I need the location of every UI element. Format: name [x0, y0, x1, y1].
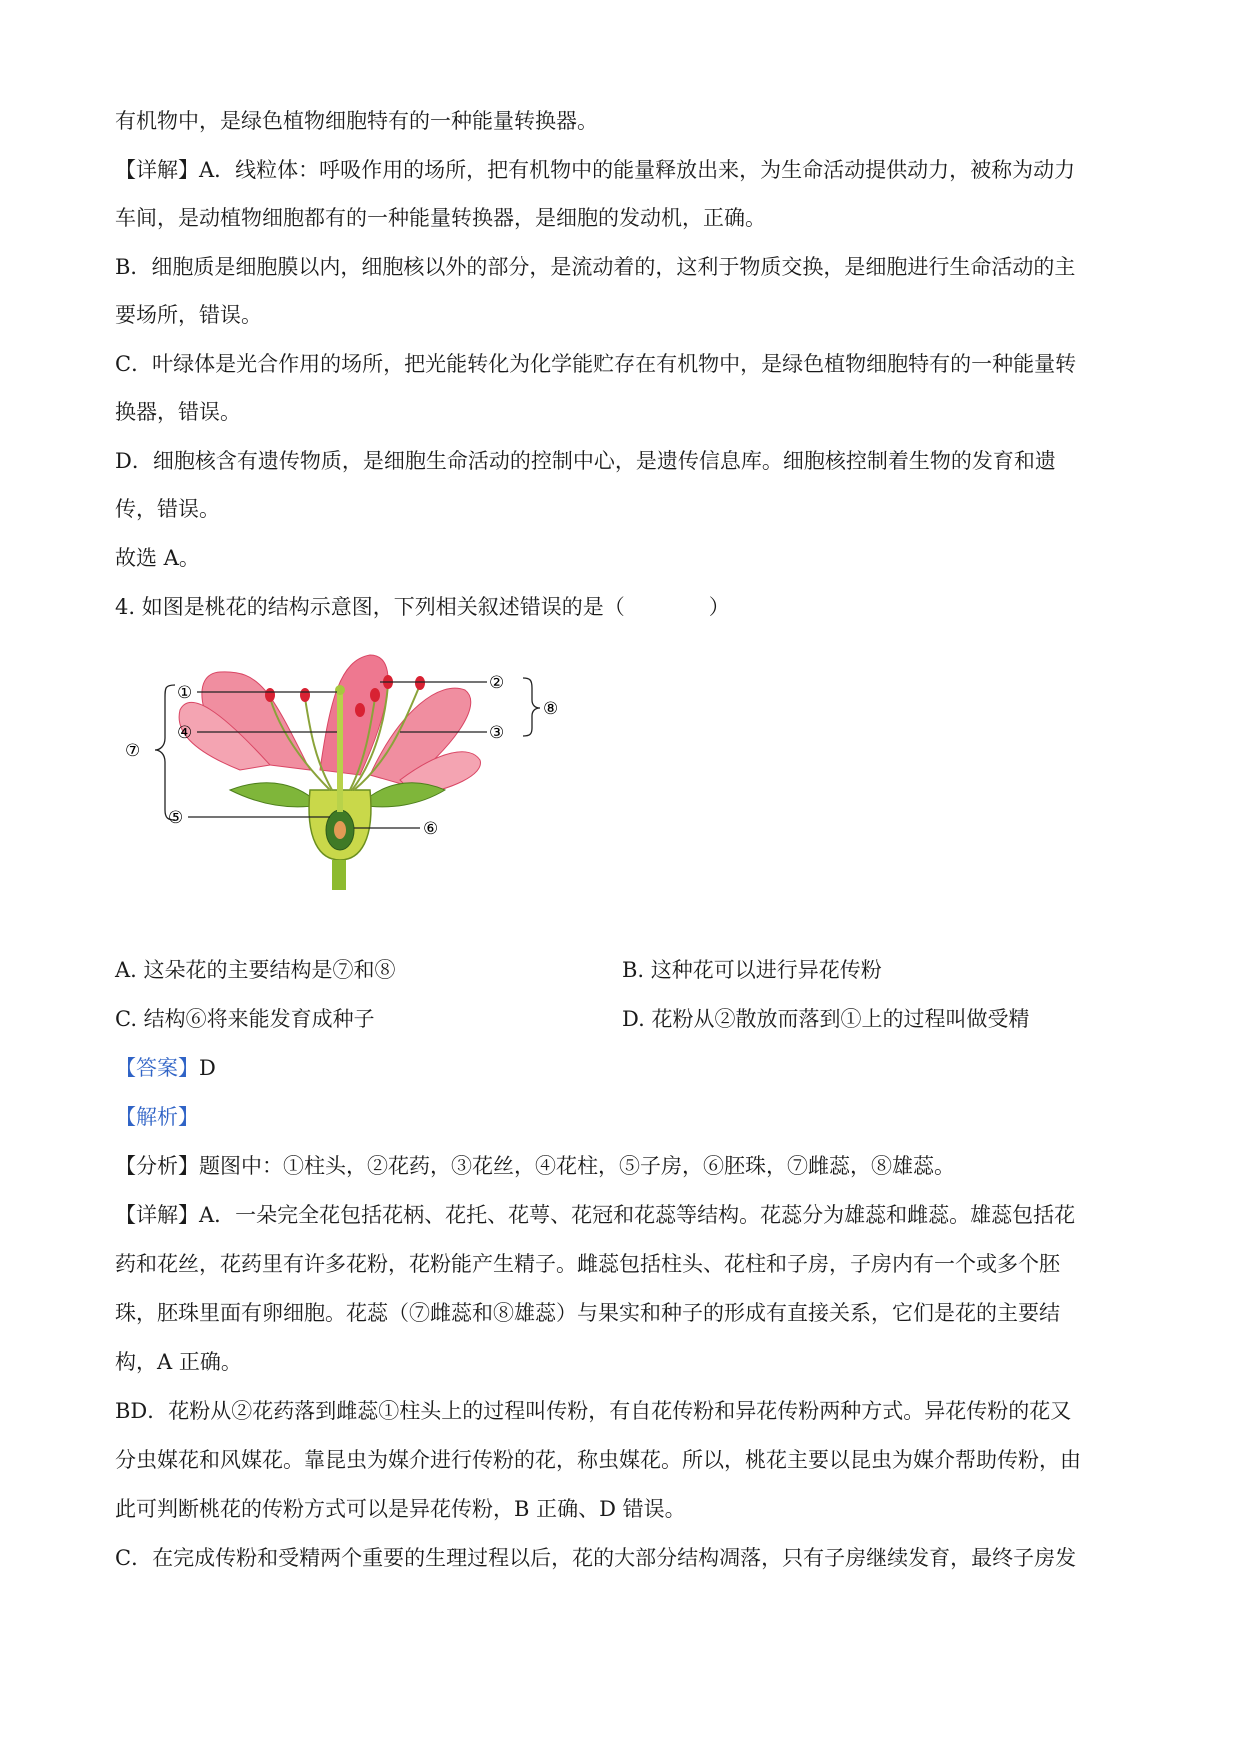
label-4: ④ — [177, 723, 193, 743]
peach-flower-diagram — [120, 650, 580, 890]
label-8: ⑧ — [543, 699, 559, 719]
label-3: ③ — [489, 723, 505, 743]
text-line: 故选 A。 — [115, 546, 200, 570]
label-7: ⑦ — [125, 741, 141, 761]
answer-value: D — [199, 1056, 216, 1080]
text-line: 【详解】A．一朵完全花包括花柄、花托、花萼、花冠和花蕊等结构。花蕊分为雄蕊和雌蕊。雄蕊包括花 — [115, 1203, 1076, 1227]
option-d: D. 花粉从②散放而落到①上的过程叫做受精 — [622, 1007, 1030, 1031]
text-line: 【分析】题图中：①柱头，②花药，③花丝，④花柱，⑤子房，⑥胚珠，⑦雌蕊，⑧雄蕊。 — [115, 1154, 955, 1178]
text-line: 药和花丝，花药里有许多花粉，花粉能产生精子。雌蕊包括柱头、花柱和子房，子房内有一个或多个胚 — [115, 1252, 1060, 1276]
answer-line — [115, 1055, 216, 1081]
text-line: 换器，错误。 — [115, 400, 241, 424]
bracket-pistil — [155, 685, 175, 820]
text-line: 有机物中，是绿色植物细胞特有的一种能量转换器。 — [115, 109, 598, 133]
sepal — [360, 783, 445, 807]
text-line: 传，错误。 — [115, 497, 220, 521]
question-title: 4. 如图是桃花的结构示意图，下列相关叙述错误的是（ ） — [115, 595, 730, 619]
text-line: D．细胞核含有遗传物质，是细胞生命活动的控制中心，是遗传信息库。细胞核控制着生物的发育和遗 — [115, 449, 1056, 473]
petals — [179, 655, 480, 795]
option-c: C. 结构⑥将来能发育成种子 — [115, 1007, 375, 1031]
text-line: B．细胞质是细胞膜以内，细胞核以外的部分，是流动着的，这利于物质交换，是细胞进行生命活动的主 — [115, 255, 1076, 279]
text-line: C．叶绿体是光合作用的场所，把光能转化为化学能贮存在有机物中，是绿色植物细胞特有的一种能量转 — [115, 352, 1077, 376]
ovule — [334, 821, 346, 839]
label-6: ⑥ — [423, 819, 439, 839]
text-line: 要场所，错误。 — [115, 303, 262, 327]
answer-tag: 【答案】 — [115, 1056, 199, 1080]
text-line: BD．花粉从②花药落到雌蕊①柱头上的过程叫传粉，有自花传粉和异花传粉两种方式。异花传粉的花又 — [115, 1399, 1072, 1423]
label-1: ① — [177, 683, 193, 703]
bracket-stamen — [523, 678, 540, 736]
text-line: 【详解】A．线粒体：呼吸作用的场所，把有机物中的能量释放出来，为生命活动提供动力，被称为动力 — [115, 158, 1076, 182]
stigma — [335, 685, 345, 695]
text-line: 车间，是动植物细胞都有的一种能量转换器，是细胞的发动机，正确。 — [115, 206, 766, 230]
sepal — [230, 783, 320, 807]
text-line: 此可判断桃花的传粉方式可以是异花传粉，B 正确、D 错误。 — [115, 1497, 686, 1521]
text-line: 分虫媒花和风媒花。靠昆虫为媒介进行传粉的花，称虫媒花。所以，桃花主要以昆虫为媒介帮助传粉，由 — [115, 1448, 1081, 1472]
label-5: ⑤ — [168, 808, 184, 828]
analysis-tag: 【解析】 — [115, 1105, 199, 1129]
style — [337, 692, 343, 812]
text-line: 构，A 正确。 — [115, 1350, 242, 1374]
text-line: C．在完成传粉和受精两个重要的生理过程以后，花的大部分结构凋落，只有子房继续发育，最终子房发 — [115, 1546, 1077, 1570]
label-2: ② — [489, 673, 505, 693]
option-a: A. 这朵花的主要结构是⑦和⑧ — [115, 958, 396, 982]
text-line: 珠，胚珠里面有卵细胞。花蕊（⑦雌蕊和⑧雄蕊）与果实和种子的形成有直接关系，它们是花的主要结 — [115, 1301, 1060, 1325]
option-b: B. 这种花可以进行异花传粉 — [622, 958, 882, 982]
flower-stalk — [332, 860, 346, 890]
